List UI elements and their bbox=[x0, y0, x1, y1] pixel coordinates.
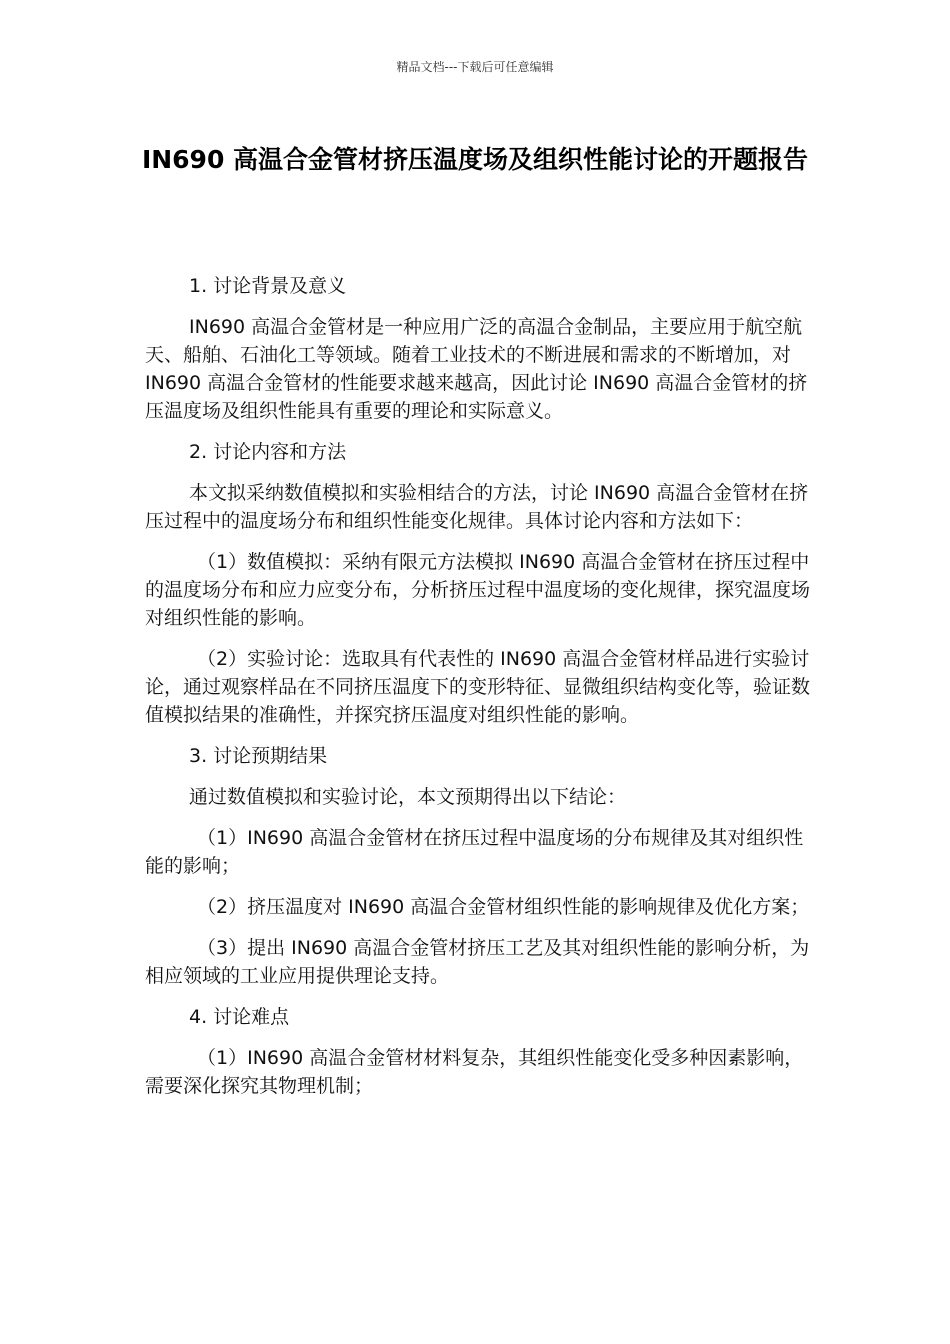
paragraph-results-intro: 通过数值模拟和实验讨论，本文预期得出以下结论： bbox=[189, 786, 627, 808]
list-item-result-1: （1）IN690 高温合金管材在挤压过程中温度场的分布规律及其对组织性能的影响； bbox=[145, 827, 804, 877]
list-item-numerical-simulation: （1）数值模拟：采纳有限元方法模拟 IN690 高温合金管材在挤压过程中的温度场分布和应力应变分布，分析挤压过程中温度场的变化规律，探究温度场对组织性能的影响。 bbox=[145, 551, 811, 629]
list-item-difficulty-1: （1）IN690 高温合金管材材料复杂，其组织性能变化受多种因素影响，需要深化探究其物理机制； bbox=[145, 1047, 804, 1097]
section-heading-background: 1. 讨论背景及意义 bbox=[189, 275, 347, 297]
section-heading-difficulties: 4. 讨论难点 bbox=[189, 1006, 290, 1028]
paragraph-method-intro: 本文拟采纳数值模拟和实验相结合的方法，讨论 IN690 高温合金管材在挤压过程中的温度场分布和组织性能变化规律。具体讨论内容和方法如下： bbox=[145, 482, 809, 532]
list-item-experiment: （2）实验讨论：选取具有代表性的 IN690 高温合金管材样品进行实验讨论，通过观察样品在不同挤压温度下的变形特征、显微组织结构变化等，验证数值模拟结果的准确性，并探究挤压温度对组织性能的影响。 bbox=[145, 648, 811, 726]
section-heading-content-method: 2. 讨论内容和方法 bbox=[189, 441, 347, 463]
list-item-result-2: （2）挤压温度对 IN690 高温合金管材组织性能的影响规律及优化方案； bbox=[197, 896, 810, 918]
document-body bbox=[145, 272, 810, 1113]
section-heading-expected-results: 3. 讨论预期结果 bbox=[189, 745, 328, 767]
paragraph-background: IN690 高温合金管材是一种应用广泛的高温合金制品，主要应用于航空航天、船舶、石油化工等领域。随着工业技术的不断进展和需求的不断增加，对 IN690 高温合金管材的性能要求越来越高，因此讨论 IN690 高温合金管材的挤压温度场及组织性能具有重要的理论和实际意义。 bbox=[145, 316, 808, 422]
header-note: 精品文档---下载后可任意编辑 bbox=[396, 60, 554, 74]
list-item-result-3: （3）提出 IN690 高温合金管材挤压工艺及其对组织性能的影响分析，为相应领域的工业应用提供理论支持。 bbox=[145, 937, 810, 987]
document-title: IN690 高温合金管材挤压温度场及组织性能讨论的开题报告 bbox=[141, 145, 809, 174]
